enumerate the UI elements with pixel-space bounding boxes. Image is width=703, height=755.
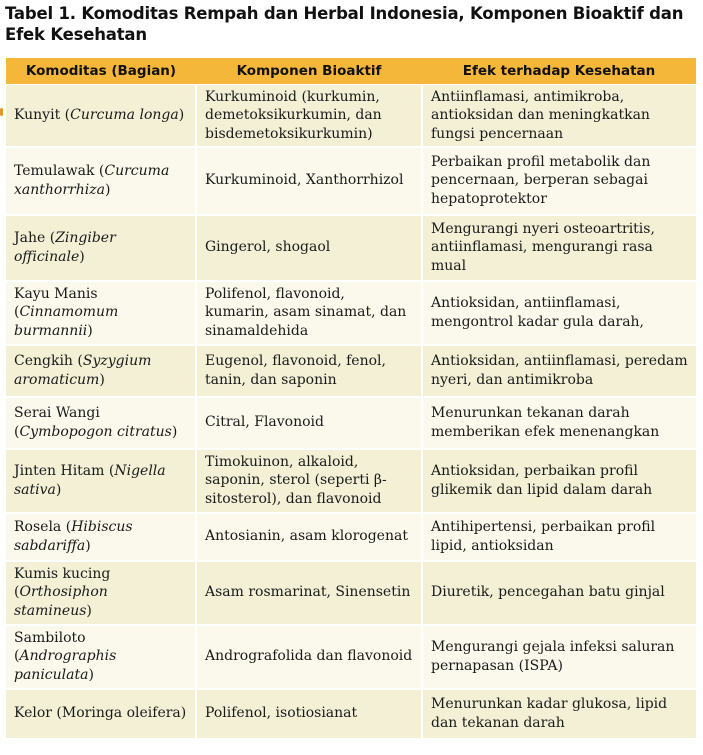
commodity-name: Rosela ( xyxy=(14,519,72,535)
commodity-cell xyxy=(6,449,196,513)
commodity-name: Cengkih ( xyxy=(14,353,83,369)
table-row xyxy=(6,345,696,397)
margin-accent-mark xyxy=(0,108,3,116)
commodity-table xyxy=(6,58,696,740)
table-row xyxy=(6,625,696,689)
commodity-name: Kunyit ( xyxy=(14,107,71,123)
closing-paren: ) xyxy=(86,602,92,619)
commodity-cell xyxy=(6,215,196,281)
commodity-cell xyxy=(6,281,196,345)
header-bioactive: Komponen Bioaktif xyxy=(196,58,422,85)
health-effect-cell: Diuretik, pencegahan batu ginjal xyxy=(422,561,696,625)
bioactive-cell: Timokuinon, alkaloid, saponin, sterol (seperti β-sitosterol), dan flavonoid xyxy=(196,449,422,513)
commodity-name: Jahe ( xyxy=(14,230,56,246)
closing-paren: ) xyxy=(178,107,185,123)
header-health-effect: Efek terhadap Kesehatan xyxy=(422,58,696,85)
commodity-cell xyxy=(6,345,196,397)
closing-paren: ) xyxy=(55,481,62,498)
closing-paren: ) xyxy=(171,423,178,440)
health-effect-cell: Menurunkan kadar glukosa, lipid dan tekanan darah xyxy=(422,689,696,739)
closing-paren: ) xyxy=(85,537,91,554)
commodity-name: Serai Wangi ( xyxy=(14,405,100,440)
scientific-name: Curcuma longa xyxy=(70,107,179,123)
commodity-cell xyxy=(6,689,196,739)
table-row xyxy=(6,561,696,625)
table-row xyxy=(6,689,696,739)
health-effect-cell: Antioksidan, antiinflamasi, peredam nyeri, dan antimikroba xyxy=(422,345,696,397)
bioactive-cell: Polifenol, isotiosianat xyxy=(196,689,422,739)
bioactive-cell: Asam rosmarinat, Sinensetin xyxy=(196,561,422,625)
bioactive-cell: Eugenol, flavonoid, fenol, tanin, dan saponin xyxy=(196,345,422,397)
commodity-cell xyxy=(6,625,196,689)
health-effect-cell: Mengurangi nyeri osteoartritis, antiinflamasi, mengurangi rasa mual xyxy=(422,215,696,281)
header-commodity: Komoditas (Bagian) xyxy=(6,58,196,85)
bioactive-cell: Citral, Flavonoid xyxy=(196,397,422,449)
bioactive-cell: Andrografolida dan flavonoid xyxy=(196,625,422,689)
health-effect-cell: Antihipertensi, perbaikan profil lipid, antioksidan xyxy=(422,513,696,561)
scientific-name: Hibiscus sabdariffa xyxy=(14,519,133,554)
scientific-name: Zingiber officinale xyxy=(14,230,116,265)
commodity-cell xyxy=(6,561,196,625)
commodity-cell xyxy=(6,85,196,147)
table-row xyxy=(6,513,696,561)
table-header-row xyxy=(6,58,696,85)
table-row xyxy=(6,449,696,513)
table-row xyxy=(6,147,696,215)
bioactive-cell: Kurkuminoid, Xanthorrhizol xyxy=(196,147,422,215)
scientific-name: Cinnamomum burmannii xyxy=(14,304,119,339)
bioactive-cell: Polifenol, flavonoid, kumarin, asam sinamat, dan sinamaldehida xyxy=(196,281,422,345)
commodity-name: Kelor (Moringa oleifera) xyxy=(14,705,187,722)
closing-paren: ) xyxy=(88,666,94,683)
scientific-name: Cymbopogon citratus xyxy=(19,423,172,440)
scientific-name: Nigella sativa xyxy=(14,463,166,498)
closing-paren: ) xyxy=(104,181,111,198)
commodity-cell xyxy=(6,513,196,561)
table-row xyxy=(6,215,696,281)
scientific-name: Orthosiphon stamineus xyxy=(14,584,108,619)
bioactive-cell: Antosianin, asam klorogenat xyxy=(196,513,422,561)
table-row xyxy=(6,281,696,345)
health-effect-cell: Perbaikan profil metabolik dan pencernaan, berperan sebagai hepatoprotektor xyxy=(422,147,696,215)
closing-paren: ) xyxy=(87,322,93,339)
scientific-name: Andrographis paniculata xyxy=(14,648,117,683)
health-effect-cell: Antioksidan, antiinflamasi, mengontrol kadar gula darah, xyxy=(422,281,696,345)
health-effect-cell: Menurunkan tekanan darah memberikan efek menenangkan xyxy=(422,397,696,449)
commodity-name: Sambiloto ( xyxy=(14,629,86,665)
closing-paren: ) xyxy=(79,248,85,265)
closing-paren: ) xyxy=(99,371,105,388)
bioactive-cell: Gingerol, shogaol xyxy=(196,215,422,281)
health-effect-cell: Mengurangi gejala infeksi saluran pernapasan (ISPA) xyxy=(422,625,696,689)
health-effect-cell: Antioksidan, perbaikan profil glikemik dan lipid dalam darah xyxy=(422,449,696,513)
bioactive-cell: Kurkuminoid (kurkumin, demetoksikurkumin, dan bisdemetoksikurkumin) xyxy=(196,85,422,147)
commodity-name: Jinten Hitam ( xyxy=(14,463,115,479)
scientific-name: Syzygium aromaticum xyxy=(14,353,152,388)
table-row xyxy=(6,85,696,147)
commodity-name: Kumis kucing ( xyxy=(14,565,111,601)
table-title: Tabel 1. Komoditas Rempah dan Herbal Indonesia, Komponen Bioaktif dan Efek Kesehatan xyxy=(5,4,684,44)
commodity-name: Kayu Manis ( xyxy=(14,285,98,321)
table-row xyxy=(6,397,696,449)
scientific-name: Curcuma xanthorrhiza xyxy=(14,163,170,198)
commodity-name: Temulawak ( xyxy=(14,163,105,179)
commodity-cell xyxy=(6,147,196,215)
commodity-cell xyxy=(6,397,196,449)
health-effect-cell: Antiinflamasi, antimikroba, antioksidan dan meningkatkan fungsi pencernaan xyxy=(422,85,696,147)
